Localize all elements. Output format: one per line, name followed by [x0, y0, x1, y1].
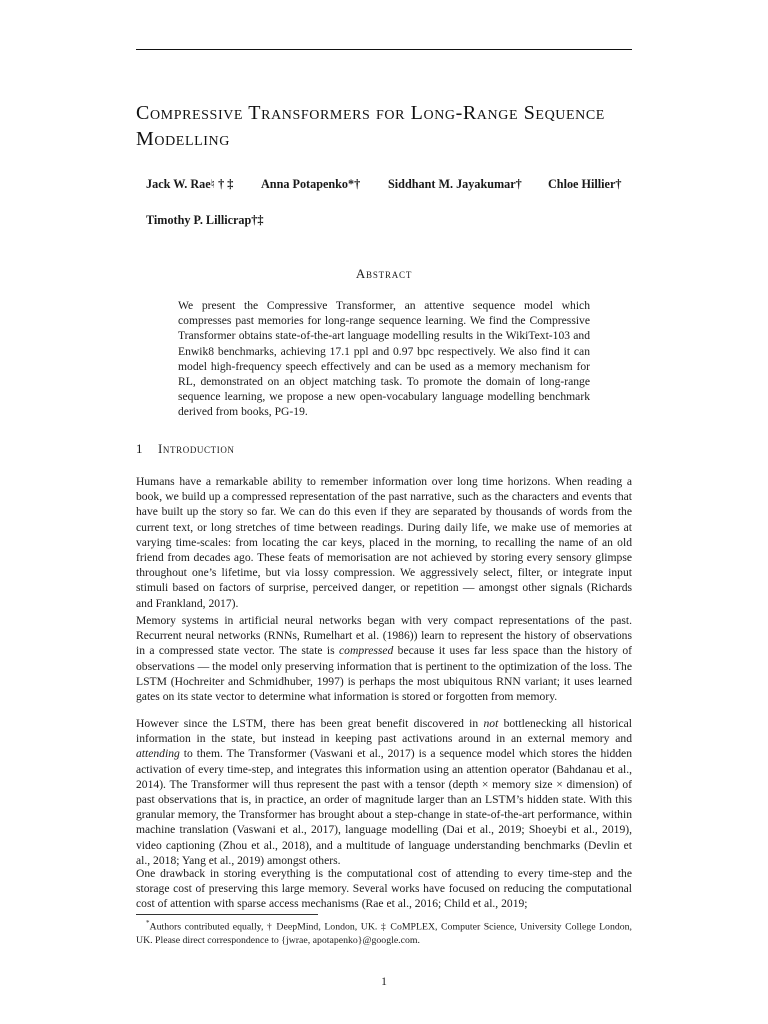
paragraph — [136, 716, 632, 868]
section-heading — [136, 441, 235, 457]
abstract-heading: Abstract — [355, 266, 413, 281]
author-jack-rae: Jack W. Rae♮ † ‡ — [146, 177, 234, 191]
paragraph-text: However since the LSTM, there has been great benefit discovered in — [136, 717, 484, 730]
paragraph-text: bottlenecking all historical information in the state, but instead in keeping past activations around in an external memory and — [136, 717, 632, 746]
emphasis-text: attending — [136, 747, 180, 761]
page-number: 1 — [381, 975, 387, 988]
author-siddhant-jayakumar: Siddhant M. Jayakumar† — [388, 177, 522, 191]
paragraph: Humans have a remarkable ability to remember information over long time horizons. When reading a book, we build up a compressed representation of the past narrative, such as the characters and events that have built up the story so far. We can do this even if they are separated by thousands of words from the current text, or long stretches of time between readings. During daily life, we make use of memories at varying time-scales: from locating the car keys, placed in the morning, to recalling the name of an old friend from decades ago. These feats of memorisation are not achieved by storing every sensory glimpse throughout one’s lifetime, but via lossy compression. We aggressively select, filter, or integrate input stimuli based on factors of surprise, perceived danger, or repetition — amongst other signals (Richards and Frankland, 2017). — [136, 475, 632, 610]
emphasis-text: not — [483, 717, 499, 730]
footnote-mark: * — [146, 919, 150, 927]
footnote — [136, 917, 632, 947]
author-anna-potapenko: Anna Potapenko*† — [261, 177, 361, 191]
abstract-text: We present the Compressive Transformer, an attentive sequence model which compresses past memories for long-range sequence learning. We find the Compressive Transformer obtains state-of-the-art language modelling results in the WikiText-103 and Enwik8 benchmarks, achieving 17.1 ppl and 0.97 bpc respectively. We also find it can model high-frequency speech effectively and can be used as a memory mechanism for RL, demonstrated on an object matching task. To promote the domain of long-range sequence learning, we propose a new open-vocabulary language modelling benchmark derived from books, PG-19. — [178, 299, 590, 419]
footnote-text: Authors contributed equally, † DeepMind, London, UK. ‡ CoMPLEX, Computer Science, University College London, UK. Please direct correspondence to {jwrae, apotapenko}@google.com. — [136, 921, 632, 946]
paragraph: One drawback in storing everything is the computational cost of attending to every time-step and the storage cost of preserving this large memory. Several works have focused on reducing the computational cost of attention with sparse access mechanisms (Rae et al., 2016; Child et al., 2019; — [136, 867, 632, 911]
author-timothy-lillicrap: Timothy P. Lillicrap†‡ — [146, 213, 264, 227]
top-rule — [136, 49, 632, 50]
section-title: Introduction — [158, 441, 235, 456]
paragraph — [136, 613, 632, 704]
author-chloe-hillier: Chloe Hillier† — [548, 177, 622, 191]
section-number: 1 — [136, 441, 144, 456]
emphasis-text: compressed — [339, 644, 394, 658]
paragraph-text: to them. The Transformer (Vaswani et al., 2017) is a sequence model which stores the hidden activation of every time-step, and integrates this information using an attention operator (Bahdanau et al., 2014). The Transformer will thus represent the past with a tensor (depth × memory size × dimension) of past observations that is, in practice, an order of magnitude larger than an LSTM’s hidden state. With this granular memory, the Transformer has brought about a step-change in state-of-the-art performance, within machine translation (Vaswani et al., 2017), language modelling (Dai et al., 2019; Shoeybi et al., 2019), video captioning (Zhou et al., 2018), and a multitude of language understanding benchmarks (Devlin et al., 2018; Yang et al., 2019) amongst others. — [136, 747, 632, 867]
footnote-rule — [136, 914, 318, 915]
paper-title: Compressive Transformers for Long-Range Sequence Modelling — [136, 102, 605, 150]
paragraph-text: Memory systems in artificial neural networks began with very compact representations of the past. Recurrent neural networks (RNNs, Rumelhart et al. (1986)) learn to represent the history of observations in a compressed state vector. The state is — [136, 614, 632, 658]
paragraph-text: because it uses far less space than the history of observations — the model only preserving information that is pertinent to the optimization of the loss. The LSTM (Hochreiter and Schmidhuber, 1997) is perhaps the most ubiquitous RNN variant; it uses learned gates on its state vector to determine what information is stored or forgotten from memory. — [136, 644, 632, 704]
